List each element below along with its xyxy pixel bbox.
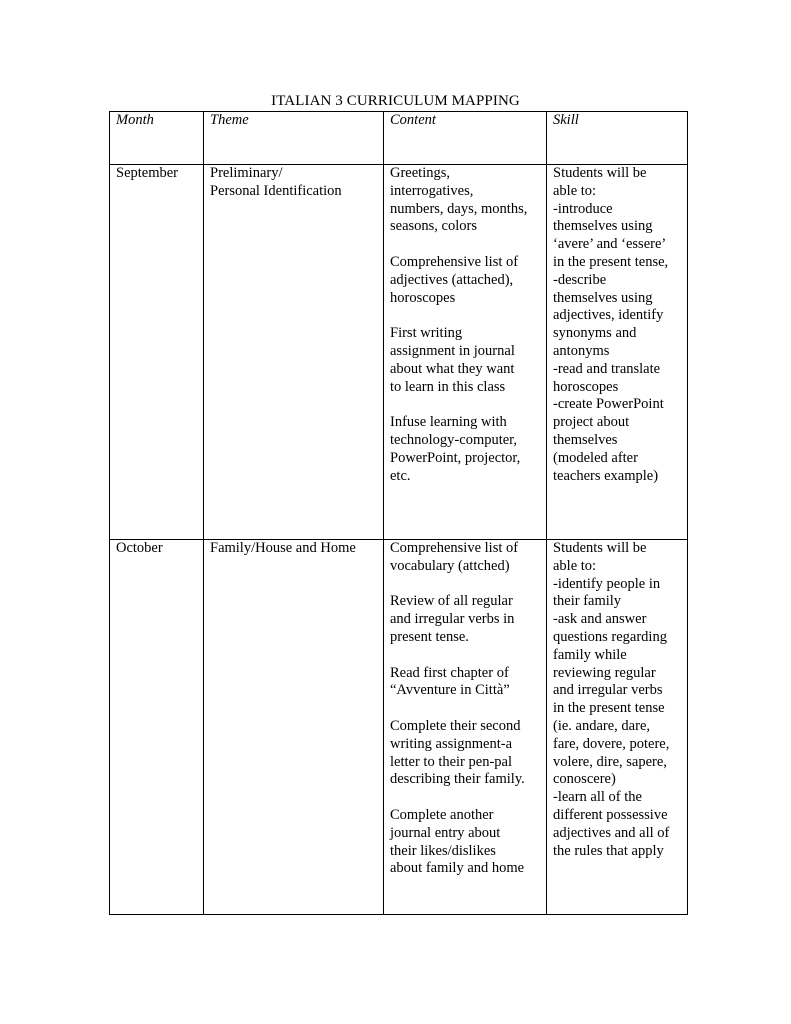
header-month: Month: [110, 112, 204, 165]
content-line: adjectives (attached),: [390, 271, 514, 288]
skill-line: synonyms and: [553, 325, 637, 342]
content-paragraph: [390, 718, 540, 789]
content-line: writing assignment-a: [390, 735, 513, 752]
content-cell: [384, 540, 547, 915]
skill-line: -ask and answer: [553, 611, 647, 628]
theme-cell: [204, 540, 384, 915]
content-line: and irregular verbs in: [390, 611, 515, 628]
theme-line: Preliminary/: [210, 165, 283, 181]
header-row: [110, 112, 688, 165]
theme-cell: [204, 165, 384, 540]
skill-line: in the present tense: [553, 700, 665, 717]
skill-line: -identify people in: [553, 575, 661, 592]
table-row-september: [110, 165, 688, 540]
content-paragraph: [390, 254, 540, 307]
content-paragraph: [390, 807, 540, 878]
skill-line: themselves using: [553, 289, 653, 306]
curriculum-table: [109, 111, 688, 915]
content-line: “Avventure in Città”: [390, 682, 510, 699]
skill-cell: [547, 165, 688, 540]
header-skill: Skill: [547, 112, 688, 165]
content-cell: [384, 165, 547, 540]
content-paragraph: [390, 325, 540, 396]
theme-line: Personal Identification: [210, 182, 342, 199]
skill-line: antonyms: [553, 342, 610, 359]
skill-cell: [547, 540, 688, 915]
skill-line: family while: [553, 646, 627, 663]
content-line: Comprehensive list of: [390, 540, 519, 556]
content-line: letter to their pen-pal: [390, 753, 512, 770]
skill-line: able to:: [553, 557, 597, 574]
content-line: seasons, colors: [390, 218, 477, 235]
document-title: ITALIAN 3 CURRICULUM MAPPING: [271, 93, 520, 109]
content-line: describing their family.: [390, 771, 525, 788]
content-paragraph: [390, 414, 540, 485]
content-line: present tense.: [390, 628, 469, 645]
skill-line: adjectives and all of: [553, 824, 670, 841]
content-line: to learn in this class: [390, 378, 506, 395]
skill-line: questions regarding: [553, 628, 667, 645]
skill-line: (ie. andare, dare,: [553, 717, 651, 734]
skill-line: conoscere): [553, 771, 616, 788]
skill-line: -learn all of the: [553, 789, 642, 806]
content-line: Greetings,: [390, 165, 450, 181]
content-line: Review of all regular: [390, 593, 513, 610]
skill-line: and irregular verbs: [553, 682, 663, 699]
skill-line: project about: [553, 414, 630, 431]
content-line: First writing: [390, 325, 463, 342]
skill-line: Students will be: [553, 540, 647, 556]
content-line: PowerPoint, projector,: [390, 449, 521, 466]
skill-line: adjectives, identify: [553, 307, 664, 324]
content-line: interrogatives,: [390, 182, 474, 199]
skill-line: -describe: [553, 271, 607, 288]
content-line: about what they want: [390, 360, 515, 377]
content-line: Comprehensive list of: [390, 253, 519, 270]
skill-line: able to:: [553, 182, 597, 199]
header-content: Content: [384, 112, 547, 165]
header-theme: Theme: [204, 112, 384, 165]
content-line: Complete their second: [390, 717, 521, 734]
skill-line: different possessive: [553, 806, 668, 823]
skill-line: teachers example): [553, 467, 659, 484]
skill-line: volere, dire, sapere,: [553, 753, 667, 770]
content-line: journal entry about: [390, 824, 501, 841]
content-line: assignment in journal: [390, 342, 515, 359]
content-line: technology-computer,: [390, 431, 518, 448]
content-line: their likes/dislikes: [390, 842, 496, 859]
content-paragraph: [390, 165, 540, 236]
content-line: horoscopes: [390, 289, 456, 306]
theme-line: Family/House and Home: [210, 540, 356, 556]
month-cell: September: [110, 165, 204, 540]
skill-line: the rules that apply: [553, 842, 664, 859]
skill-line: -read and translate: [553, 360, 661, 377]
content-line: Infuse learning with: [390, 414, 507, 431]
skill-line: in the present tense,: [553, 253, 669, 270]
skill-line: their family: [553, 593, 622, 610]
content-paragraph: [390, 593, 540, 646]
content-line: numbers, days, months,: [390, 200, 528, 217]
skill-line: horoscopes: [553, 378, 619, 395]
skill-line: ‘avere’ and ‘essere’: [553, 236, 667, 253]
content-line: Read first chapter of: [390, 664, 509, 681]
skill-line: (modeled after: [553, 449, 638, 466]
table-row-october: [110, 540, 688, 915]
skill-line: themselves using: [553, 218, 653, 235]
skill-line: fare, dovere, potere,: [553, 735, 670, 752]
content-paragraph: [390, 540, 540, 576]
content-line: about family and home: [390, 860, 525, 877]
skill-line: Students will be: [553, 165, 647, 181]
skill-line: -introduce: [553, 200, 613, 217]
content-line: Complete another: [390, 806, 494, 823]
content-line: etc.: [390, 467, 411, 484]
skill-line: -create PowerPoint: [553, 396, 664, 413]
month-cell: October: [110, 540, 204, 915]
content-paragraph: [390, 665, 540, 701]
skill-line: themselves: [553, 431, 618, 448]
content-line: vocabulary (attched): [390, 557, 510, 574]
skill-line: reviewing regular: [553, 664, 656, 681]
